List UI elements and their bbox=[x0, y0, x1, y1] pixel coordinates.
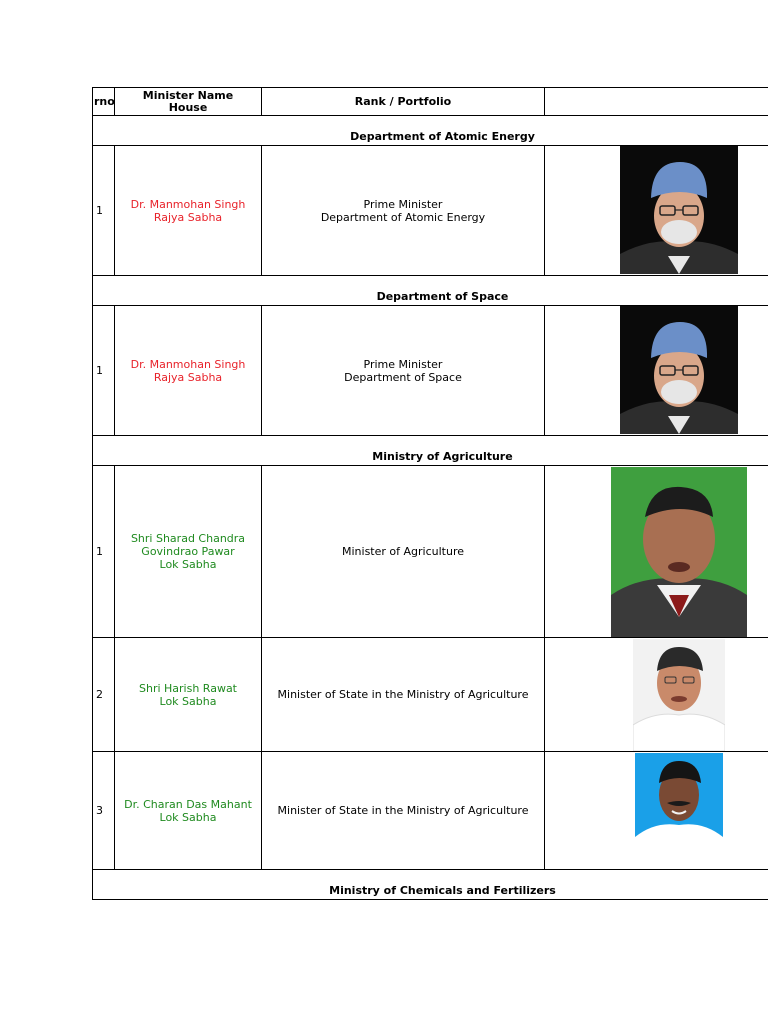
row-rank-cell bbox=[262, 306, 545, 436]
minister-photo bbox=[620, 306, 738, 434]
minister-name: Dr. Manmohan Singh bbox=[130, 197, 246, 211]
section-title: Department of Space bbox=[93, 276, 768, 306]
rank-title: Prime Minister bbox=[363, 197, 443, 211]
row-name-cell bbox=[115, 466, 262, 638]
minister-name: Shri Harish Rawat bbox=[138, 681, 237, 695]
header-name-line1: Minister Name bbox=[142, 88, 234, 102]
row-rank-cell bbox=[262, 638, 545, 752]
row-name-cell bbox=[115, 752, 262, 870]
minister-house: Lok Sabha bbox=[159, 558, 217, 571]
ministers-table bbox=[92, 87, 768, 900]
rank-title: Minister of State in the Ministry of Agriculture bbox=[277, 804, 529, 817]
minister-photo bbox=[635, 753, 723, 869]
table-row bbox=[93, 146, 768, 276]
minister-house: Rajya Sabha bbox=[153, 210, 223, 224]
row-name-cell bbox=[115, 306, 262, 436]
section-row bbox=[93, 276, 768, 306]
row-name-cell bbox=[115, 146, 262, 276]
minister-name: Dr. Manmohan Singh bbox=[130, 357, 246, 371]
table-row bbox=[93, 752, 768, 870]
header-name bbox=[115, 88, 262, 116]
minister-house: Lok Sabha bbox=[159, 694, 217, 708]
minister-photo bbox=[611, 467, 747, 637]
table-row bbox=[93, 638, 768, 752]
rank-title: Prime Minister bbox=[363, 357, 443, 371]
section-row bbox=[93, 116, 768, 146]
row-sno: 1 bbox=[93, 146, 115, 276]
minister-name: Dr. Charan Das Mahant bbox=[124, 797, 252, 811]
section-title: Department of Atomic Energy bbox=[93, 116, 768, 146]
row-sno: 1 bbox=[93, 306, 115, 436]
minister-house: Lok Sabha bbox=[159, 810, 217, 824]
row-photo-cell bbox=[545, 638, 768, 752]
section-title: Ministry of Agriculture bbox=[93, 436, 768, 466]
minister-photo bbox=[620, 146, 738, 274]
minister-name: Shri Sharad Chandra bbox=[130, 532, 246, 545]
section-row bbox=[93, 870, 768, 900]
row-photo-cell bbox=[545, 466, 768, 638]
row-rank-cell bbox=[262, 146, 545, 276]
rank-title: Minister of State in the Ministry of Agriculture bbox=[277, 688, 529, 701]
row-photo-cell bbox=[545, 306, 768, 436]
row-sno: 3 bbox=[93, 752, 115, 870]
row-sno: 2 bbox=[93, 638, 115, 752]
section-row bbox=[93, 436, 768, 466]
row-photo-cell bbox=[545, 752, 768, 870]
header-photo bbox=[545, 88, 768, 116]
table-header bbox=[93, 88, 768, 116]
header-sno: rno bbox=[93, 88, 115, 116]
section-title: Ministry of Chemicals and Fertilizers bbox=[93, 870, 768, 900]
row-photo-cell bbox=[545, 146, 768, 276]
rank-portfolio: Department of Atomic Energy bbox=[320, 210, 486, 224]
rank-portfolio: Department of Space bbox=[344, 370, 462, 384]
table-row bbox=[93, 306, 768, 436]
row-rank-cell bbox=[262, 752, 545, 870]
header-rank: Rank / Portfolio bbox=[262, 88, 545, 116]
minister-photo bbox=[633, 639, 725, 751]
row-sno: 1 bbox=[93, 466, 115, 638]
rank-title: Minister of Agriculture bbox=[342, 545, 464, 558]
minister-name-cont: Govindrao Pawar bbox=[141, 545, 235, 558]
row-name-cell bbox=[115, 638, 262, 752]
table-row bbox=[93, 466, 768, 638]
row-rank-cell bbox=[262, 466, 545, 638]
minister-house: Rajya Sabha bbox=[153, 370, 223, 384]
header-name-line2: House bbox=[168, 100, 208, 114]
